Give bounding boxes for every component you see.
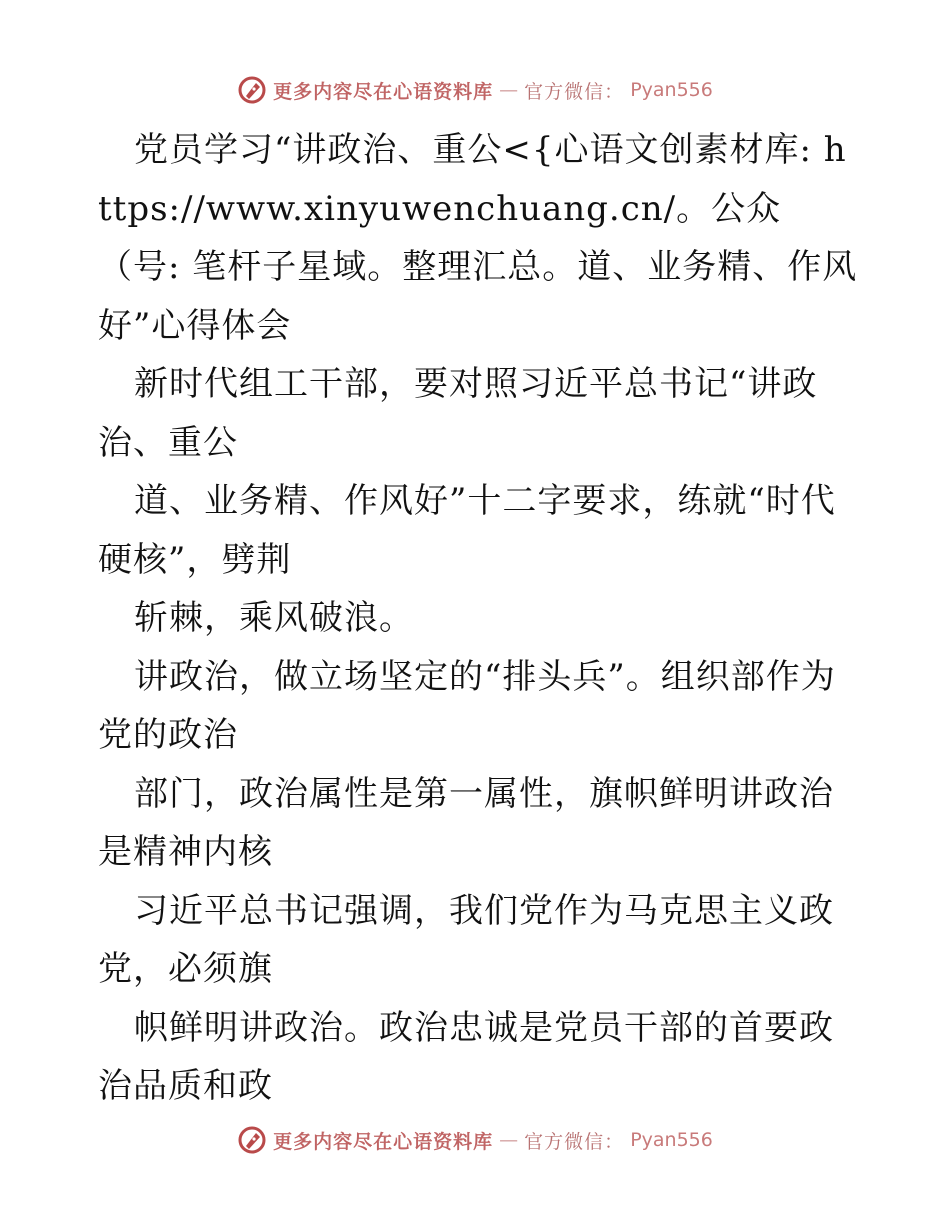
footer-separator: —	[499, 1129, 519, 1151]
paragraph-4: 斩棘，乘风破浪。	[134, 598, 414, 638]
header-brand-text: 更多内容尽在心语资料库	[273, 80, 494, 103]
footer-brand-text: 更多内容尽在心语资料库	[273, 1130, 494, 1153]
footer-watermark	[0, 1118, 950, 1162]
paragraph-7: 习近平总书记强调，我们党作为马克思主义政党，必须旗	[98, 890, 834, 989]
footer-wechat-id: Pyan556	[630, 1129, 713, 1151]
header-wechat-id: Pyan556	[630, 79, 713, 101]
pen-nib-circle-icon	[237, 1125, 267, 1155]
paragraph-8: 帜鲜明讲政治。政治忠诚是党员干部的首要政治品质和政	[98, 1007, 834, 1106]
document-body	[98, 121, 858, 1116]
header-wechat-label: 官方微信：	[524, 80, 625, 103]
pen-nib-circle-icon	[237, 75, 267, 105]
paragraph-1: 党员学习“讲政治、重公<{心语文创素材库: https://www.xinyuwenchuang.cn/。公众（号: 笔杆子星域。整理汇总。道、业务精、作风好”心得体会	[98, 130, 858, 346]
footer-wechat-label: 官方微信：	[524, 1130, 625, 1153]
header-separator: —	[499, 79, 519, 101]
paragraph-6: 部门，政治属性是第一属性，旗帜鲜明讲政治是精神内核	[98, 773, 834, 872]
paragraph-5: 讲政治，做立场坚定的“排头兵”。组织部作为党的政治	[98, 656, 836, 755]
paragraph-2: 新时代组工干部，要对照习近平总书记“讲政治、重公	[98, 364, 818, 463]
header-watermark	[0, 68, 950, 112]
paragraph-3: 道、业务精、作风好”十二字要求，练就“时代硬核”，劈荆	[98, 481, 836, 580]
